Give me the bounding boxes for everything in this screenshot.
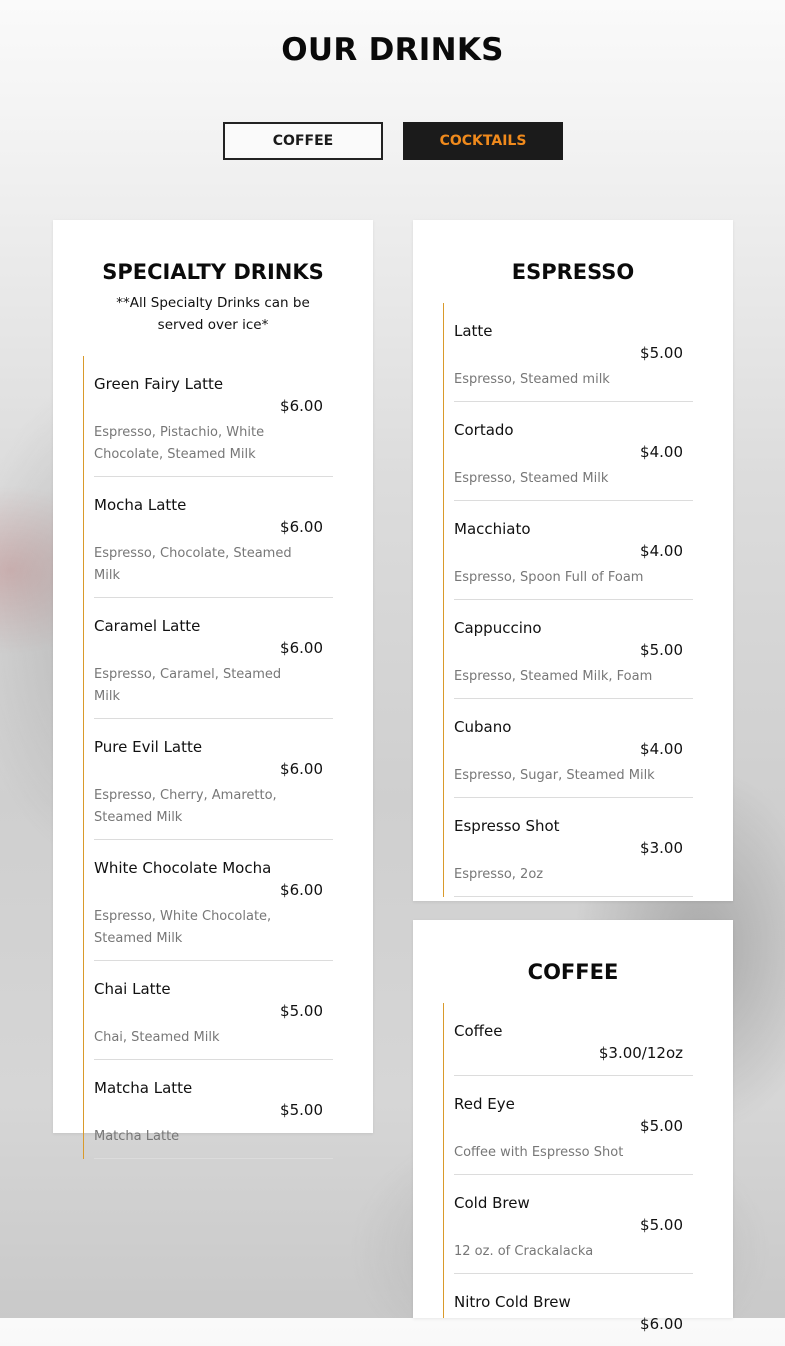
menu-item-list bbox=[443, 1003, 693, 1333]
item-name: Cold Brew bbox=[454, 1194, 530, 1212]
menu-item bbox=[454, 798, 693, 897]
item-description: Espresso, 2oz bbox=[454, 867, 544, 882]
menu-item-list bbox=[443, 303, 693, 897]
item-price: $5.00 bbox=[640, 641, 683, 659]
menu-item bbox=[454, 402, 693, 501]
item-price: $6.00 bbox=[280, 518, 323, 536]
menu-item bbox=[454, 1076, 693, 1175]
menu-item-list bbox=[83, 356, 333, 1159]
item-price: $6.00 bbox=[280, 881, 323, 899]
menu-item bbox=[94, 477, 333, 598]
espresso-card bbox=[413, 220, 733, 901]
page-title: OUR DRINKS bbox=[281, 32, 504, 68]
menu-item bbox=[94, 598, 333, 719]
menu-item bbox=[94, 1060, 333, 1159]
item-name: Green Fairy Latte bbox=[94, 375, 224, 393]
menu-item bbox=[454, 303, 693, 402]
item-price: $5.00 bbox=[640, 1216, 683, 1234]
item-price: $5.00 bbox=[640, 344, 683, 362]
item-price: $6.00 bbox=[280, 639, 323, 657]
item-price: $6.00 bbox=[640, 1315, 683, 1333]
item-description: Espresso, Sugar, Steamed Milk bbox=[454, 768, 655, 783]
item-description: Espresso, Steamed Milk bbox=[454, 471, 609, 486]
item-name: Matcha Latte bbox=[94, 1079, 193, 1097]
item-price: $3.00 bbox=[640, 839, 683, 857]
specialty-drinks-card bbox=[53, 220, 373, 1144]
item-price: $6.00 bbox=[280, 760, 323, 778]
item-price: $4.00 bbox=[640, 740, 683, 758]
menu-item bbox=[94, 840, 333, 961]
item-description: Espresso, Steamed Milk, Foam bbox=[454, 669, 653, 684]
menu-item bbox=[454, 1274, 693, 1346]
item-name: Macchiato bbox=[454, 520, 531, 538]
item-price: $4.00 bbox=[640, 542, 683, 560]
item-description: Espresso, Pistachio, White Chocolate, Steamed Milk bbox=[94, 425, 265, 462]
card-title: COFFEE bbox=[527, 960, 619, 984]
item-name: Mocha Latte bbox=[94, 496, 187, 514]
item-description: Matcha Latte bbox=[94, 1129, 180, 1144]
item-price: $4.00 bbox=[640, 443, 683, 461]
item-name: Pure Evil Latte bbox=[94, 738, 203, 756]
item-price: $5.00 bbox=[640, 1117, 683, 1135]
item-description: Espresso, Steamed milk bbox=[454, 372, 610, 387]
tab-cocktails[interactable]: COCKTAILS bbox=[403, 122, 563, 160]
item-description: Espresso, Caramel, Steamed Milk bbox=[94, 667, 282, 704]
coffee-card bbox=[413, 920, 733, 1333]
item-name: Coffee bbox=[454, 1022, 503, 1040]
item-description: Espresso, Spoon Full of Foam bbox=[454, 570, 644, 585]
menu-item bbox=[94, 961, 333, 1060]
item-name: Latte bbox=[454, 322, 493, 340]
item-description: Chai, Steamed Milk bbox=[94, 1030, 220, 1045]
item-name: Nitro Cold Brew bbox=[454, 1293, 571, 1311]
item-name: Cubano bbox=[454, 718, 512, 736]
item-name: Caramel Latte bbox=[94, 617, 201, 635]
item-description: Coffee with Espresso Shot bbox=[454, 1145, 624, 1160]
item-name: Red Eye bbox=[454, 1095, 515, 1113]
menu-item bbox=[94, 719, 333, 840]
menu-item bbox=[454, 501, 693, 600]
item-price: $5.00 bbox=[280, 1002, 323, 1020]
card-title: SPECIALTY DRINKS bbox=[102, 260, 324, 284]
item-name: Chai Latte bbox=[94, 980, 171, 998]
menu-item bbox=[454, 600, 693, 699]
card-note: **All Specialty Drinks can be served over ice* bbox=[116, 295, 310, 333]
item-name: Cappuccino bbox=[454, 619, 542, 637]
menu-item bbox=[94, 356, 333, 477]
item-price: $3.00/12oz bbox=[598, 1044, 683, 1062]
menu-item bbox=[454, 1003, 693, 1076]
card-title: ESPRESSO bbox=[511, 260, 635, 284]
item-name: Espresso Shot bbox=[454, 817, 560, 835]
item-description: Espresso, Chocolate, Steamed Milk bbox=[94, 546, 292, 583]
item-price: $5.00 bbox=[280, 1101, 323, 1119]
menu-item bbox=[454, 1175, 693, 1274]
item-name: White Chocolate Mocha bbox=[94, 859, 272, 877]
menu-item bbox=[454, 699, 693, 798]
item-description: 12 oz. of Crackalacka bbox=[454, 1244, 594, 1259]
item-description: Espresso, White Chocolate, Steamed Milk bbox=[94, 909, 272, 946]
item-description: Espresso, Cherry, Amaretto, Steamed Milk bbox=[94, 788, 277, 825]
tab-coffee[interactable]: COFFEE bbox=[223, 122, 383, 160]
item-price: $6.00 bbox=[280, 397, 323, 415]
item-name: Cortado bbox=[454, 421, 514, 439]
